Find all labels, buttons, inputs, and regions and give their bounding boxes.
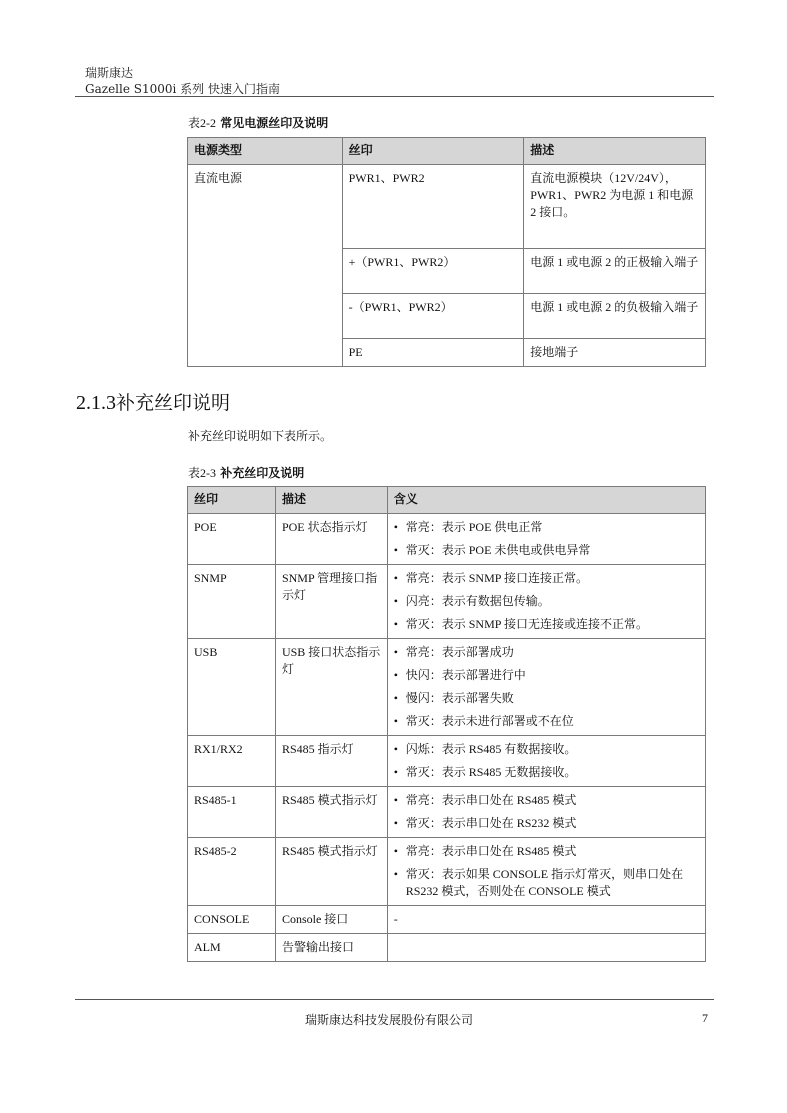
footer-company: 瑞斯康达科技发展股份有限公司 [305, 1013, 474, 1027]
silk-cell: CONSOLE [188, 906, 276, 934]
table-row [188, 565, 706, 639]
silk-cell: RS485-1 [188, 787, 276, 838]
power-silk-table [187, 137, 706, 367]
header-company: 瑞斯康达 [85, 66, 134, 80]
meaning-cell [387, 565, 705, 639]
meaning-item: • 常灭：表示 RS485 无数据接收。 [394, 764, 699, 781]
description-cell: RS485 模式指示灯 [275, 838, 387, 906]
meaning-cell [387, 514, 705, 565]
description-cell: 告警输出接口 [275, 934, 387, 962]
column-header: 丝印 [188, 487, 276, 514]
section-intro: 补充丝印说明如下表所示。 [188, 429, 333, 443]
meaning-cell [387, 934, 705, 962]
meaning-item: • 常亮：表示部署成功 [394, 644, 699, 661]
table1-caption-number: 表2-2 [188, 116, 216, 130]
description-cell: RS485 指示灯 [275, 736, 387, 787]
meaning-item: • 常灭：表示如果 CONSOLE 指示灯常灭，则串口处在 RS232 模式，否则处在 CONSOLE 模式 [394, 866, 699, 900]
meaning-item: • 常亮：表示 SNMP 接口连接正常。 [394, 570, 699, 587]
meaning-item: • 闪烁：表示 RS485 有数据接收。 [394, 741, 699, 758]
description-cell: 电源 1 或电源 2 的负极输入端子 [524, 294, 706, 339]
power-type-cell: 直流电源 [188, 165, 343, 367]
silk-cell: USB [188, 639, 276, 736]
meaning-cell [387, 736, 705, 787]
table-row [188, 934, 706, 962]
description-cell: USB 接口状态指示灯 [275, 639, 387, 736]
section-heading [76, 388, 230, 415]
meaning-item: • 常亮：表示 POE 供电正常 [394, 519, 699, 536]
table-row [188, 906, 706, 934]
meaning-item: • 快闪：表示部署进行中 [394, 667, 699, 684]
description-cell: Console 接口 [275, 906, 387, 934]
silk-cell: PWR1、PWR2 [342, 165, 524, 249]
header-doc-title: Gazelle S1000i 系列 快速入门指南 [85, 82, 280, 96]
table-row [188, 736, 706, 787]
silk-cell: -（PWR1、PWR2） [342, 294, 524, 339]
table1-caption [188, 114, 328, 131]
column-header: 电源类型 [188, 138, 343, 165]
supplementary-silk-table [187, 486, 706, 962]
description-cell: RS485 模式指示灯 [275, 787, 387, 838]
description-cell: 电源 1 或电源 2 的正极输入端子 [524, 249, 706, 294]
column-header: 丝印 [342, 138, 524, 165]
description-cell: SNMP 管理接口指示灯 [275, 565, 387, 639]
meaning-item: • 慢闪：表示部署失败 [394, 690, 699, 707]
table-row [188, 514, 706, 565]
meaning-item: • 常亮：表示串口处在 RS485 模式 [394, 843, 699, 860]
silk-cell: RS485-2 [188, 838, 276, 906]
silk-cell: PE [342, 339, 524, 367]
section-title: 补充丝印说明 [116, 392, 231, 414]
description-cell: 直流电源模块（12V/24V），PWR1、PWR2 为电源 1 和电源 2 接口。 [524, 165, 706, 249]
table-row [188, 838, 706, 906]
meaning-item: • 常灭：表示 POE 未供电或供电异常 [394, 542, 699, 559]
table-row [188, 787, 706, 838]
table-header-row [188, 138, 706, 165]
column-header: 描述 [524, 138, 706, 165]
table2-caption-text: 补充丝印及说明 [220, 466, 305, 480]
meaning-cell [387, 838, 705, 906]
silk-cell: +（PWR1、PWR2） [342, 249, 524, 294]
page-number: 7 [702, 1011, 708, 1025]
column-header: 含义 [387, 487, 705, 514]
table2-caption-number: 表2-3 [188, 466, 216, 480]
description-cell: 接地端子 [524, 339, 706, 367]
silk-cell: POE [188, 514, 276, 565]
table-row [188, 639, 706, 736]
column-header: 描述 [275, 487, 387, 514]
table1-caption-text: 常见电源丝印及说明 [220, 116, 329, 130]
meaning-cell [387, 787, 705, 838]
footer-divider [75, 999, 714, 1000]
table-row [188, 165, 706, 249]
section-number: 2.1.3 [76, 392, 116, 414]
meaning-item: • 闪亮：表示有数据包传输。 [394, 593, 699, 610]
meaning-item: • 常亮：表示串口处在 RS485 模式 [394, 792, 699, 809]
silk-cell: SNMP [188, 565, 276, 639]
description-cell: POE 状态指示灯 [275, 514, 387, 565]
meaning-item: • 常灭：表示 SNMP 接口无连接或连接不正常。 [394, 616, 699, 633]
table2-caption [188, 464, 304, 481]
silk-cell: RX1/RX2 [188, 736, 276, 787]
silk-cell: ALM [188, 934, 276, 962]
header-divider [75, 96, 714, 97]
meaning-cell [387, 639, 705, 736]
meaning-cell: - [387, 906, 705, 934]
meaning-item: • 常灭：表示串口处在 RS232 模式 [394, 815, 699, 832]
table-header-row [188, 487, 706, 514]
meaning-item: • 常灭：表示未进行部署或不在位 [394, 713, 699, 730]
